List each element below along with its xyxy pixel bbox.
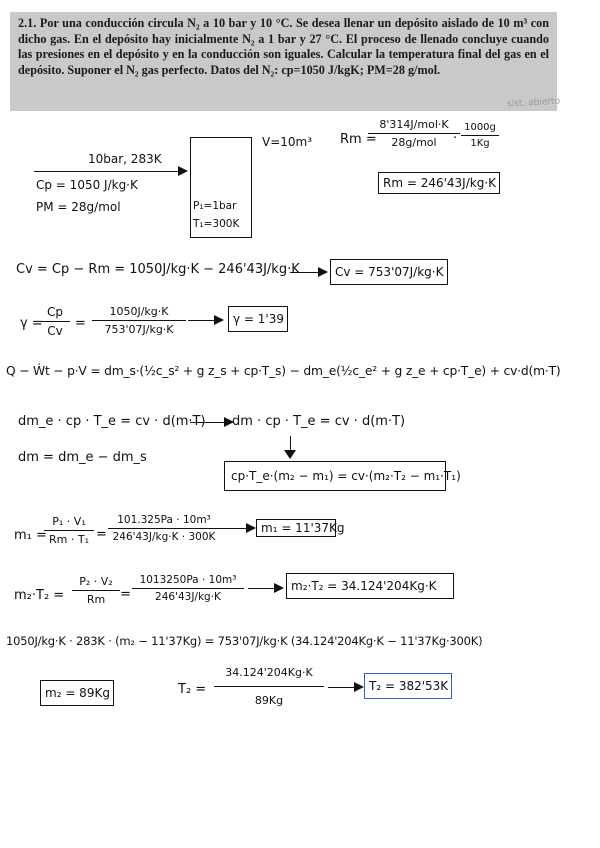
cp-value: Cp = 1050 J/kg·K [36, 178, 138, 192]
t2-result: T₂ = 382'53K [364, 673, 452, 699]
t2-fraction: 34.124'204Kg·K 89Kg [214, 666, 324, 707]
tank-volume: V=10m³ [262, 135, 313, 149]
margin-note: sist. abierto [506, 96, 561, 110]
problem-number: 2.1. [18, 16, 37, 30]
m1-result: m₁ = 11'37Kg [256, 519, 336, 537]
gamma-values: 1050J/kg·K 753'07J/kg·K [92, 305, 186, 336]
energy-balance: Q − Ẇt − p·V = dm_s·(½c_s² + g z_s + cp·T_s) − dm_e(½c_e² + g z_e + cp·T_e) + cv·d(m·T) [6, 364, 561, 378]
pm-value: PM = 28g/mol [36, 200, 121, 214]
m2-result: m₂ = 89Kg [40, 680, 114, 706]
long-equation: 1050J/kg·K · 283K · (m₂ − 11'37Kg) = 753'07J/kg·K (34.124'204Kg·K − 11'37Kg·300K) [6, 634, 483, 648]
rm-conversion: 1000g 1Kg [461, 122, 499, 149]
problem-text: Por una conducción circula N₂ a 10 bar y 10 °C. Se desea llenar un depósito aislado de 10 m³ con dicho gas. En el depósito hay inicialmente N₂ a 1 bar y 27 °C. El proceso de llenado concluye cuando las presiones en el depósito y en la conducción son iguales. Calcular la temperatura final del gas en el depósito. Suponer el N₂ gas perfecto. Datos del N₂: cp=1050 J/kgK; PM=28 g/mol. [18, 16, 550, 77]
inlet-label: 10bar, 283K [88, 152, 162, 166]
energy-substituted: dm · cp · T_e = cv · d(m·T) [232, 414, 406, 429]
cv-expression: Cv = Cp − Rm = 1050J/kg·K − 246'43J/kg·K [16, 262, 300, 277]
tank-t1: T₁=300K [193, 218, 240, 230]
m2t2-result: m₂·T₂ = 34.124'204Kg·K [286, 573, 454, 599]
m1-fraction: P₁ · V₁ Rm · T₁ [44, 515, 94, 546]
m1-values: 101.325Pa · 10m³ 246'43J/kg·K · 300K [108, 514, 220, 543]
cv-result: Cv = 753'07J/kg·K [330, 259, 448, 285]
energy-boxed: cp·T_e·(m₂ − m₁) = cv·(m₂·T₂ − m₁·T₁) [224, 461, 446, 491]
gamma-fraction: Cp Cv [40, 305, 70, 338]
gamma-result: γ = 1'39 [228, 306, 288, 332]
inlet-arrow [34, 171, 178, 172]
problem-statement [10, 12, 557, 111]
rm-fraction: 8'314J/mol·K 28g/mol [368, 118, 460, 149]
tank-p1: P₁=1bar [193, 200, 237, 212]
rm-result: Rm = 246'43J/kg·K [378, 172, 500, 194]
energy-simplified: dm_e · cp · T_e = cv · d(m·T) [18, 414, 206, 429]
mass-balance: dm = dm_e − dm_s [18, 450, 147, 465]
m2t2-fraction: P₂ · V₂ Rm [72, 575, 120, 606]
m2t2-values: 1013250Pa · 10m³ 246'43J/kg·K [132, 574, 244, 603]
rm-lhs: Rm = [340, 132, 377, 147]
